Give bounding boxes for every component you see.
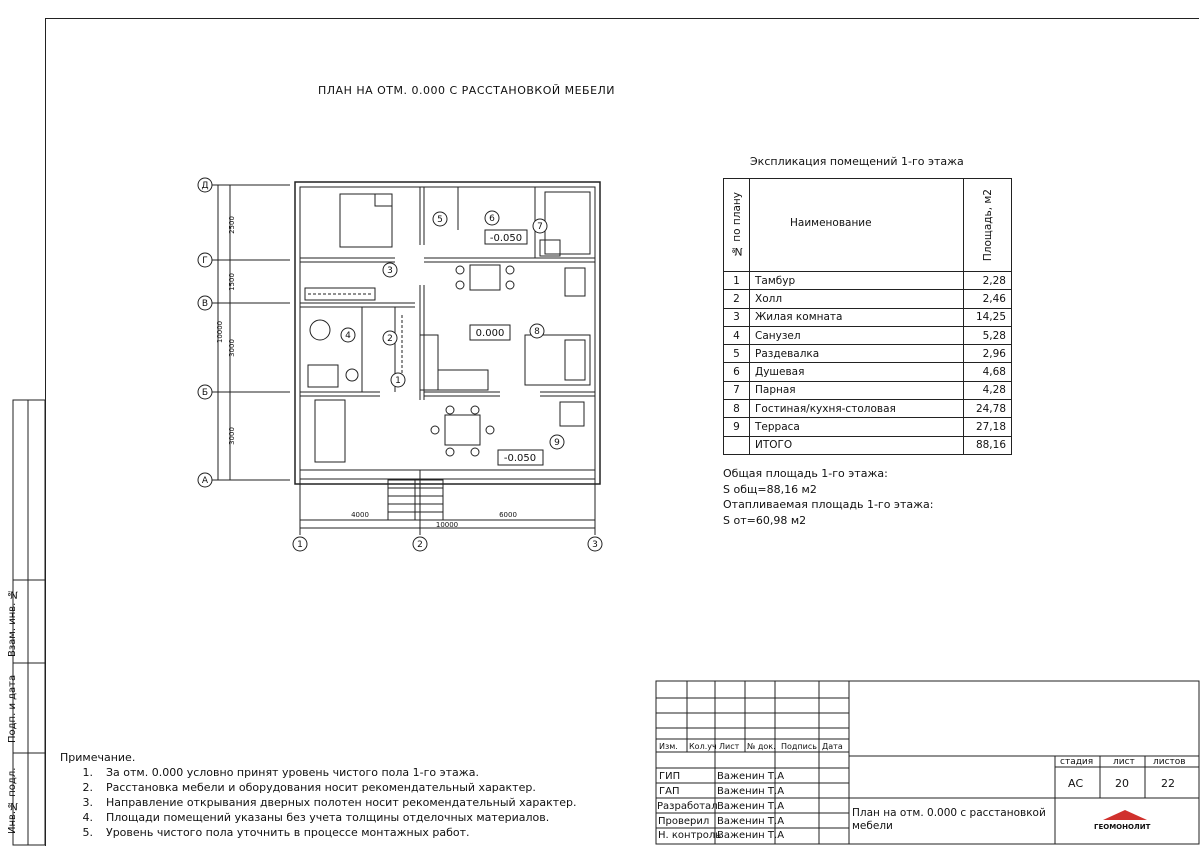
tb-stage: АС — [1068, 777, 1084, 790]
dim-bottom-1: 4000 — [351, 511, 369, 519]
stamp-sign-date: Подп. и дата — [7, 674, 18, 744]
note-item: 2. Расстановка мебели и оборудования носит рекомендательный характер. — [82, 781, 536, 794]
tb-role: ГИП — [659, 771, 681, 782]
plan-title: ПЛАН НА ОТМ. 0.000 С РАССТАНОВКОЙ МЕБЕЛИ — [318, 84, 616, 97]
axis-col-2: 2 — [417, 540, 423, 550]
tb-role: Разработал — [657, 801, 718, 812]
stamp-replace-inv: Взам. инв. № — [7, 588, 18, 657]
tb-sheets: 22 — [1161, 777, 1175, 790]
dim-left-2: 1500 — [228, 273, 236, 291]
tb-header-doc: № док. — [747, 742, 776, 751]
tb-logo: ГЕОМОНОЛИТ — [1094, 823, 1151, 831]
tb-header-izm: Изм. — [659, 742, 678, 751]
room-label-2: 2 — [387, 334, 393, 344]
table-row: 5 Раздевалка 2,96 — [724, 345, 1012, 363]
room-label-6: 6 — [489, 214, 495, 224]
tb-name: Важенин Т.А — [717, 786, 785, 797]
summary-total-label: Общая площадь 1-го этажа: — [723, 467, 888, 480]
tb-role: ГАП — [659, 786, 680, 797]
room-label-7: 7 — [537, 222, 543, 232]
tb-header-sign: Подпись — [781, 742, 817, 751]
tb-sheets-label: листов — [1153, 757, 1186, 767]
tb-name: Важенин Т.А — [717, 801, 785, 812]
title-block — [655, 680, 1200, 845]
level-mark-1: -0.050 — [489, 233, 523, 244]
tb-sheet-label: лист — [1113, 757, 1135, 767]
dim-bottom-2: 6000 — [499, 511, 517, 519]
tb-header-kol: Кол.уч — [689, 742, 717, 751]
room-label-5: 5 — [437, 215, 443, 225]
tb-name: Важенин Т.А — [717, 830, 785, 841]
level-mark-3: -0.050 — [503, 453, 537, 464]
tb-header-date: Дата — [822, 742, 843, 751]
room-label-8: 8 — [534, 327, 540, 337]
note-item: 5. Уровень чистого пола уточнить в процессе монтажных работ. — [82, 826, 470, 839]
room-label-1: 1 — [395, 376, 401, 386]
tb-role: Н. контроль — [658, 830, 722, 841]
tb-doc-title: План на отм. 0.000 с расстановкой мебели — [852, 807, 1046, 832]
table-row: 6 Душевая 4,68 — [724, 363, 1012, 381]
summary-total-value: S общ=88,16 м2 — [723, 482, 817, 496]
axis-col-3: 3 — [592, 540, 598, 550]
axis-row-b: Б — [201, 388, 209, 398]
level-mark-2: 0.000 — [475, 328, 505, 339]
summary-heated-label: Отапливаемая площадь 1-го этажа: — [723, 498, 934, 511]
room-label-4: 4 — [345, 331, 351, 341]
table-row: 2 Холл 2,46 — [724, 290, 1012, 308]
col-header-name: Наименование — [750, 179, 964, 272]
notes-title: Примечание. — [60, 751, 136, 764]
col-header-num: № по плану — [730, 192, 743, 258]
dim-left-total: 10000 — [216, 320, 224, 344]
table-row: 9 Терраса 27,18 — [724, 418, 1012, 436]
tb-name: Важенин Т.А — [717, 816, 785, 827]
axis-row-v: В — [201, 299, 209, 309]
room-label-9: 9 — [554, 438, 560, 448]
dim-bottom-total: 10000 — [435, 521, 459, 529]
axis-row-a: А — [201, 476, 209, 486]
note-item: 4. Площади помещений указаны без учета толщины отделочных материалов. — [82, 811, 550, 824]
tb-header-list: Лист — [719, 742, 740, 751]
stamp-inv-orig: Инв.№ подл. — [7, 767, 18, 835]
notes — [60, 750, 576, 840]
total-row: ИТОГО 88,16 — [724, 436, 1012, 454]
room-label-3: 3 — [387, 266, 393, 276]
dim-left-1: 2500 — [228, 216, 236, 234]
tb-role: Проверил — [658, 816, 710, 827]
dim-left-3: 3000 — [228, 339, 236, 357]
tb-name: Важенин Т.А — [717, 771, 785, 782]
table-row: 4 Санузел 5,28 — [724, 326, 1012, 344]
note-item: 3. Направление открывания дверных полотен носит рекомендательный характер. — [82, 796, 577, 809]
axis-row-g: Г — [202, 256, 208, 266]
explication-title: Экспликация помещений 1-го этажа — [750, 155, 964, 168]
table-row: 3 Жилая комната 14,25 — [724, 308, 1012, 326]
col-header-area: Площадь, м2 — [981, 188, 994, 262]
axis-row-d: Д — [201, 181, 209, 191]
axis-col-1: 1 — [297, 540, 303, 550]
explication-table — [723, 178, 1012, 455]
table-row: 7 Парная 4,28 — [724, 381, 1012, 399]
summary-heated-value: S от=60,98 м2 — [723, 513, 807, 527]
area-summary — [723, 466, 933, 528]
dim-left-4: 3000 — [228, 427, 236, 445]
tb-stage-label: стадия — [1060, 757, 1094, 767]
floor-plan — [190, 170, 620, 560]
table-row: 8 Гостиная/кухня-столовая 24,78 — [724, 400, 1012, 418]
note-item: 1. За отм. 0.000 условно принят уровень чистого пола 1-го этажа. — [82, 766, 479, 779]
table-row: 1 Тамбур 2,28 — [724, 272, 1012, 290]
tb-sheet: 20 — [1115, 777, 1129, 790]
